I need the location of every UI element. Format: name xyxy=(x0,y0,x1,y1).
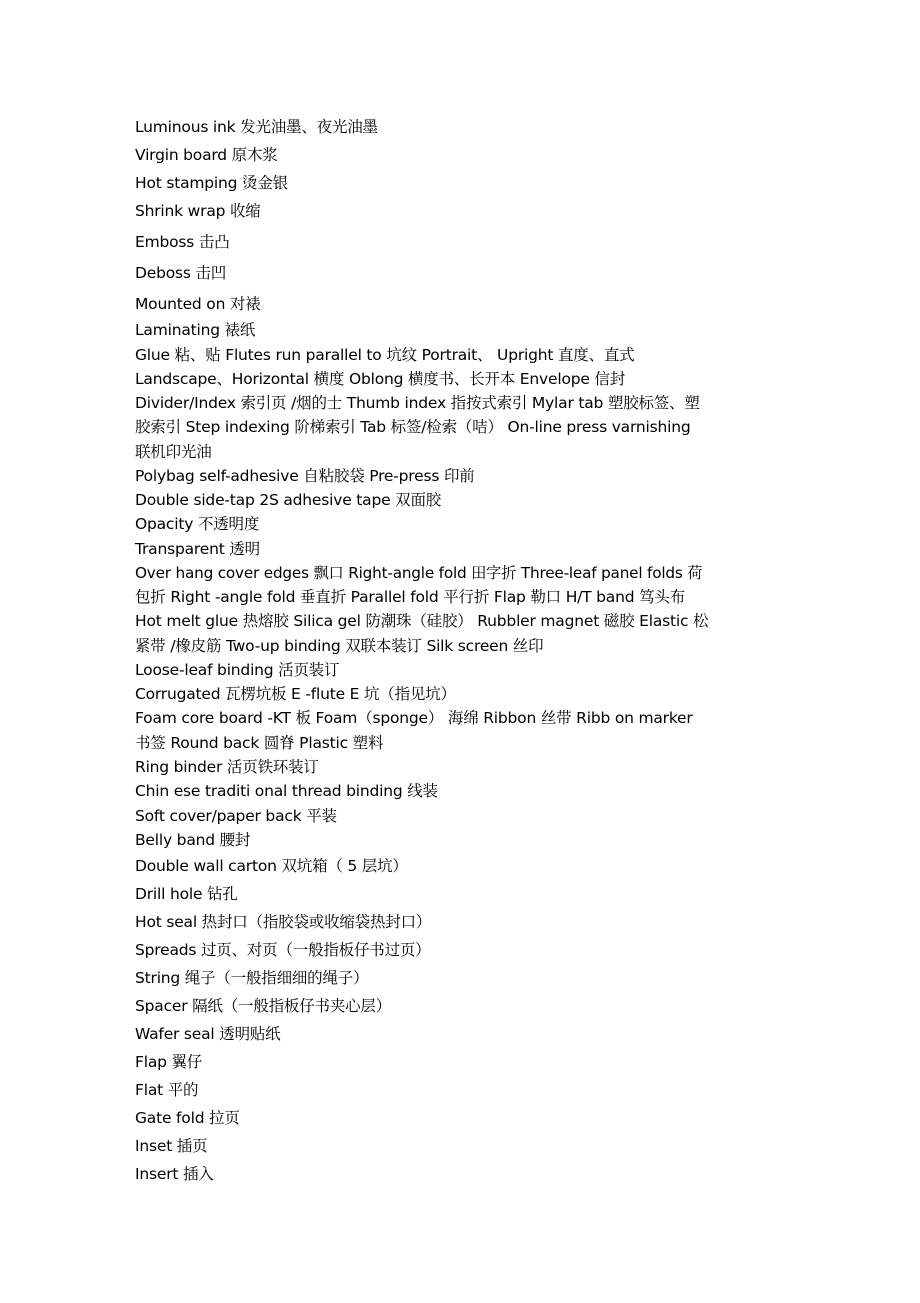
text-line: Landscape、Horizontal 横度 Oblong 横度书、长开本 Envelope 信封 xyxy=(135,370,626,388)
text-line: Flap 翼仔 xyxy=(135,1053,203,1071)
text-line: Hot stamping 烫金银 xyxy=(135,174,288,192)
text-line: String 绳子（一般指细细的绳子） xyxy=(135,969,369,987)
text-line: 书签 Round back 圆脊 Plastic 塑料 xyxy=(135,734,384,752)
text-line: Hot melt glue 热熔胶 Silica gel 防潮珠（硅胶） Rubbler magnet 磁胶 Elastic 松 xyxy=(135,612,709,630)
text-line: Soft cover/paper back 平装 xyxy=(135,807,337,825)
text-line: Double side-tap 2S adhesive tape 双面胶 xyxy=(135,491,442,509)
text-line: Deboss 击凹 xyxy=(135,264,227,282)
text-line: Mounted on 对裱 xyxy=(135,295,261,313)
text-line: Corrugated 瓦楞坑板 E -flute E 坑（指见坑） xyxy=(135,685,456,703)
text-line: 胶索引 Step indexing 阶梯索引 Tab 标签/检索（咭） On-line press varnishing xyxy=(135,418,691,436)
text-line: Glue 粘、贴 Flutes run parallel to 坑纹 Portrait、 Upright 直度、直式 xyxy=(135,346,635,364)
text-line: Foam core board -KT 板 Foam（sponge） 海绵 Ribbon 丝带 Ribb on marker xyxy=(135,709,693,727)
text-line: Gate fold 拉页 xyxy=(135,1109,240,1127)
text-line: 紧带 /橡皮筋 Two-up binding 双联本装订 Silk screen 丝印 xyxy=(135,637,544,655)
text-line: Divider/Index 索引页 /烟的士 Thumb index 指按式索引 Mylar tab 塑胶标签、塑 xyxy=(135,394,700,412)
text-line: Chin ese traditi onal thread binding 线装 xyxy=(135,782,438,800)
text-line: Spacer 隔纸（一般指板仔书夹心层） xyxy=(135,997,392,1015)
text-line: Insert 插入 xyxy=(135,1165,214,1183)
text-line: Over hang cover edges 飘口 Right-angle fold 田字折 Three-leaf panel folds 荷 xyxy=(135,564,703,582)
text-line: Inset 插页 xyxy=(135,1137,208,1155)
text-line: Belly band 腰封 xyxy=(135,831,251,849)
text-line: Loose-leaf binding 活页装订 xyxy=(135,661,340,679)
text-line: Shrink wrap 收缩 xyxy=(135,202,261,220)
text-line: Emboss 击凸 xyxy=(135,233,230,251)
text-line: Luminous ink 发光油墨、夜光油墨 xyxy=(135,118,378,136)
text-line: Opacity 不透明度 xyxy=(135,515,260,533)
text-line: Flat 平的 xyxy=(135,1081,199,1099)
text-line: Ring binder 活页铁环装订 xyxy=(135,758,319,776)
text-line: Transparent 透明 xyxy=(135,540,260,558)
text-line: 联机印光油 xyxy=(135,443,212,461)
text-line: Spreads 过页、对页（一般指板仔书过页） xyxy=(135,941,431,959)
text-line: Wafer seal 透明贴纸 xyxy=(135,1025,281,1043)
text-line: 包折 Right -angle fold 垂直折 Parallel fold 平行折 Flap 勒口 H/T band 笃头布 xyxy=(135,588,685,606)
text-line: Polybag self-adhesive 自粘胶袋 Pre-press 印前 xyxy=(135,467,475,485)
text-line: Drill hole 钻孔 xyxy=(135,885,238,903)
text-line: Laminating 裱纸 xyxy=(135,321,256,339)
text-line: Double wall carton 双坑箱（ 5 层坑） xyxy=(135,857,408,875)
text-line: Virgin board 原木浆 xyxy=(135,146,278,164)
text-line: Hot seal 热封口（指胶袋或收缩袋热封口） xyxy=(135,913,432,931)
